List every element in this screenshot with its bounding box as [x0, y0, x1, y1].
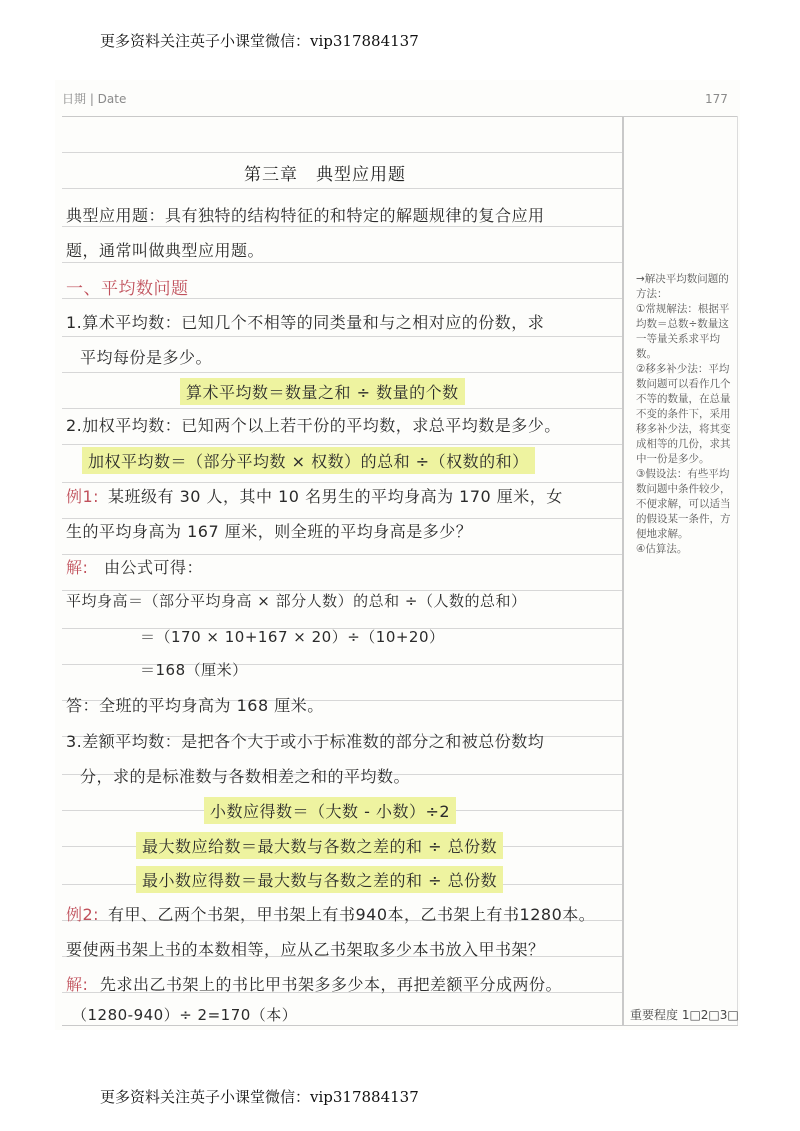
example1-calc-1: 平均身高＝（部分平均身高 × 部分人数）的总和 ÷（人数的总和） — [66, 592, 527, 610]
formula-arithmetic-mean: 算术平均数＝数量之和 ÷ 数量的个数 — [180, 378, 465, 405]
section-heading: 一、平均数问题 — [66, 279, 189, 299]
rule-line — [62, 336, 622, 337]
rule-line — [62, 408, 622, 409]
sidebar-method-4: ④估算法。 — [636, 543, 688, 555]
example1-label: 例1: — [66, 487, 100, 506]
chapter-title: 第三章 典型应用题 — [244, 165, 406, 185]
example2-line-2: 要使两书架上书的本数相等，应从乙书架取多少本书放入甲书架？ — [66, 940, 545, 959]
importance-rating: 重要程度 1□2□3□ — [630, 1008, 739, 1022]
sidebar-method-1: ①常规解法：根据平均数＝总数÷数量这一等量关系求平均数。 — [636, 303, 730, 360]
example2-line-1: 有甲、乙两个书架，甲书架上有书940本，乙书架上有书1280本。 — [108, 905, 596, 924]
item3-line-2: 分，求的是标准数与各数相差之和的平均数。 — [80, 767, 411, 786]
example2-label: 例2: — [66, 905, 100, 924]
formula-min-get: 最小数应得数＝最大数与各数之差的和 ÷ 总份数 — [136, 866, 503, 893]
example1-solution-label: 解: — [66, 558, 89, 577]
formula-smaller-share: 小数应得数＝（大数 - 小数）÷2 — [204, 797, 456, 824]
margin-rule — [622, 116, 624, 1026]
example2-solution-line: 先求出乙书架上的书比甲书架多多少本，再把差额平分成两份。 — [100, 975, 563, 994]
watermark-bottom: 更多资料关注英子小课堂微信：vip317884137 — [100, 1088, 419, 1106]
right-rule — [737, 116, 738, 1026]
example1-line-1: 某班级有 30 人，其中 10 名男生的平均身高为 170 厘米，女 — [108, 487, 563, 506]
rule-line — [62, 152, 622, 153]
formula-weighted-mean: 加权平均数＝（部分平均数 × 权数）的总和 ÷（权数的和） — [82, 447, 535, 474]
rule-line — [62, 262, 622, 263]
example1-line-2: 生的平均身高为 167 厘米，则全班的平均身高是多少？ — [66, 522, 473, 541]
sidebar-method-2: ②移多补少法：平均数问题可以看作几个不等的数量，在总量不变的条件下，采用移多补少法，将其变成相等的几份，求其中一份是多少。 — [636, 363, 731, 465]
example1-answer: 答：全班的平均身高为 168 厘米。 — [66, 696, 324, 715]
sidebar-method-3: ③假设法：有些平均数问题中条件较少，不便求解，可以适当的假设某一条件，方便地求解。 — [636, 468, 731, 540]
item1-line-1: 1.算术平均数：已知几个不相等的同类量和与之相对应的份数，求 — [66, 313, 545, 332]
rule-line — [62, 482, 622, 483]
rule-line — [62, 372, 622, 373]
item1-line-2: 平均每份是多少。 — [80, 348, 213, 367]
rule-line — [62, 226, 622, 227]
sidebar-heading: →解决平均数问题的方法： — [636, 273, 729, 300]
bottom-rule — [62, 1025, 738, 1026]
rule-line — [62, 444, 622, 445]
rule-line — [62, 188, 622, 189]
top-rule — [62, 116, 738, 117]
item3-line-1: 3.差额平均数：是把各个大于或小于标准数的部分之和被总份数均 — [66, 732, 545, 751]
item2-line-1: 2.加权平均数：已知两个以上若干份的平均数，求总平均数是多少。 — [66, 416, 561, 435]
watermark-top: 更多资料关注英子小课堂微信：vip317884137 — [100, 32, 419, 50]
intro-line-1: 典型应用题：具有独特的结构特征的和特定的解题规律的复合应用 — [66, 206, 545, 225]
example1-calc-2: ＝（170 × 10+167 × 20）÷（10+20） — [140, 628, 445, 646]
example2-solution-label: 解: — [66, 975, 89, 994]
example2-calc-1: （1280-940）÷ 2=170（本） — [72, 1006, 298, 1024]
date-label: 日期 | Date — [62, 92, 127, 106]
example1-solution-line: 由公式可得： — [104, 558, 204, 577]
page-number: 177 — [705, 92, 728, 106]
sidebar-notes — [636, 272, 736, 557]
intro-line-2: 题，通常叫做典型应用题。 — [66, 241, 265, 260]
formula-max-give: 最大数应给数＝最大数与各数之差的和 ÷ 总份数 — [136, 832, 503, 859]
example1-calc-3: ＝168（厘米） — [140, 661, 248, 679]
